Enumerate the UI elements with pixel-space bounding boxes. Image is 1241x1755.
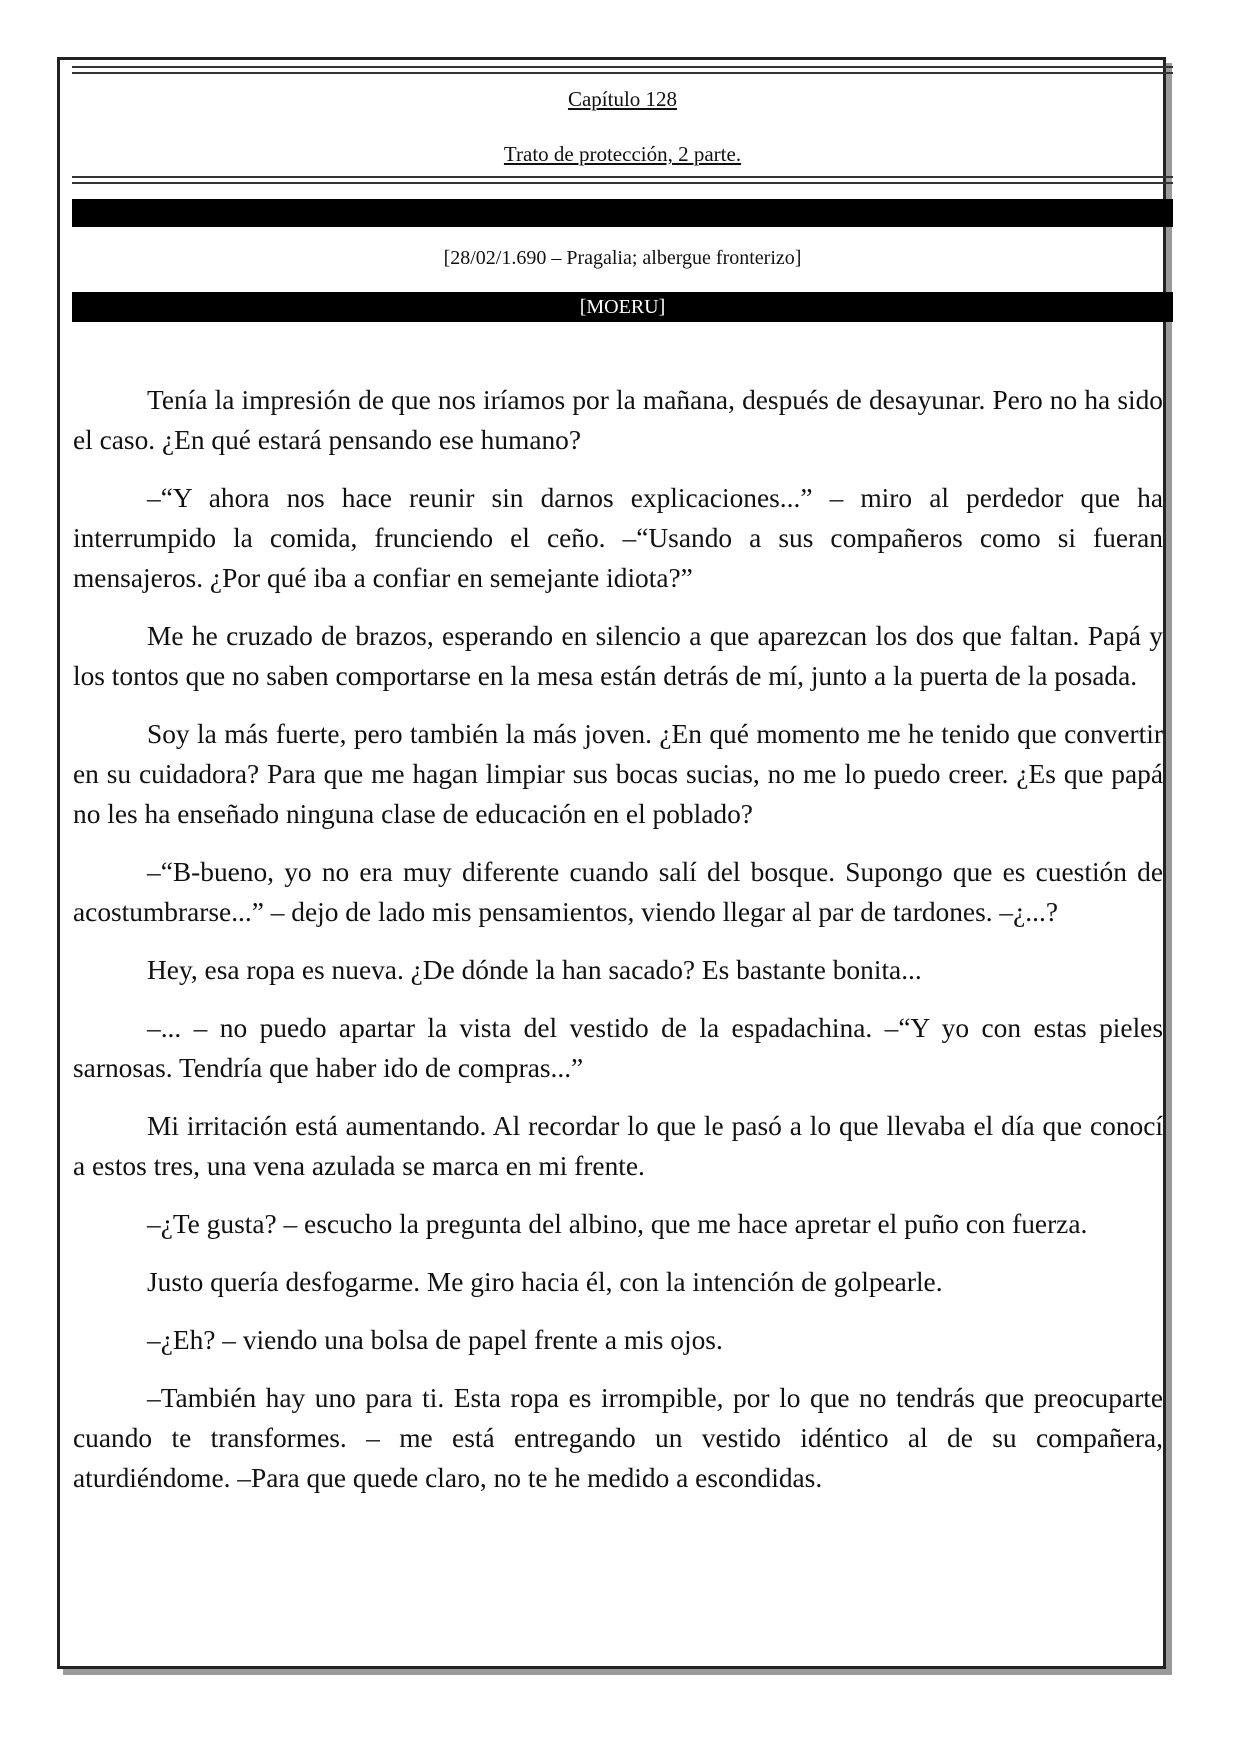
paragraph: Tenía la impresión de que nos iríamos por la mañana, después de desayunar. Pero no ha sido el caso. ¿En qué estará pensando ese humano? <box>73 385 1163 455</box>
chapter-subtitle: Trato de protección, 2 parte. <box>503 142 742 166</box>
narrator-bar: [MOERU] <box>72 292 1173 322</box>
chapter-title: Capítulo 128 <box>567 87 678 111</box>
paragraph: –¿Te gusta? – escucho la pregunta del albino, que me hace apretar el puño con fuerza. <box>147 1209 1088 1239</box>
paragraph: Mi irritación está aumentando. Al recordar lo que le pasó a lo que llevaba el día que conocí a estos tres, una vena azulada se marca en mi frente. <box>73 1111 1163 1181</box>
paragraph: –¿Eh? – viendo una bolsa de papel frente a mis ojos. <box>147 1325 723 1355</box>
paragraph: –“Y ahora nos hace reunir sin darnos explicaciones...” – miro al perdedor que ha interrumpido la comida, frunciendo el ceño. –“Usando a sus compañeros como si fueran mensajeros. ¿Por qué iba a confiar en semejante idiota?” <box>73 483 1163 593</box>
black-separator-bar <box>72 199 1173 227</box>
paragraph: Me he cruzado de brazos, esperando en silencio a que aparezcan los dos que faltan. Papá y los tontos que no saben comportarse en la mesa están detrás de mí, junto a la puerta de la posada. <box>73 621 1163 691</box>
paragraph: –... – no puedo apartar la vista del vestido de la espadachina. –“Y yo con estas pieles sarnosas. Tendría que haber ido de compras...” <box>73 1013 1163 1083</box>
paragraph: Hey, esa ropa es nueva. ¿De dónde la han sacado? Es bastante bonita... <box>147 955 922 985</box>
paragraph: –“B-bueno, yo no era muy diferente cuando salí del bosque. Supongo que es cuestión de acostumbrarse...” – dejo de lado mis pensamientos, viendo llegar al par de tardones. –¿...? <box>73 857 1163 927</box>
top-double-rule <box>72 66 1173 74</box>
paragraph: Justo quería desfogarme. Me giro hacia él, con la intención de golpearle. <box>147 1267 943 1297</box>
paragraph: –También hay uno para ti. Esta ropa es irrompible, por lo que no tendrás que preocuparte cuando te transformes. – me está entregando un vestido idéntico al de su compañera, aturdiéndome. –Para que quede claro, no te he medido a escondidas. <box>73 1383 1163 1493</box>
dateline: [28/02/1.690 – Pragalia; albergue fronterizo] <box>443 247 802 269</box>
bottom-double-rule <box>72 176 1173 184</box>
paragraph: Soy la más fuerte, pero también la más joven. ¿En qué momento me he tenido que convertir en su cuidadora? Para que me hagan limpiar sus bocas sucias, no me lo puedo creer. ¿Es que papá no les ha enseñado ninguna clase de educación en el poblado? <box>73 719 1163 829</box>
body-text <box>73 380 1163 1516</box>
